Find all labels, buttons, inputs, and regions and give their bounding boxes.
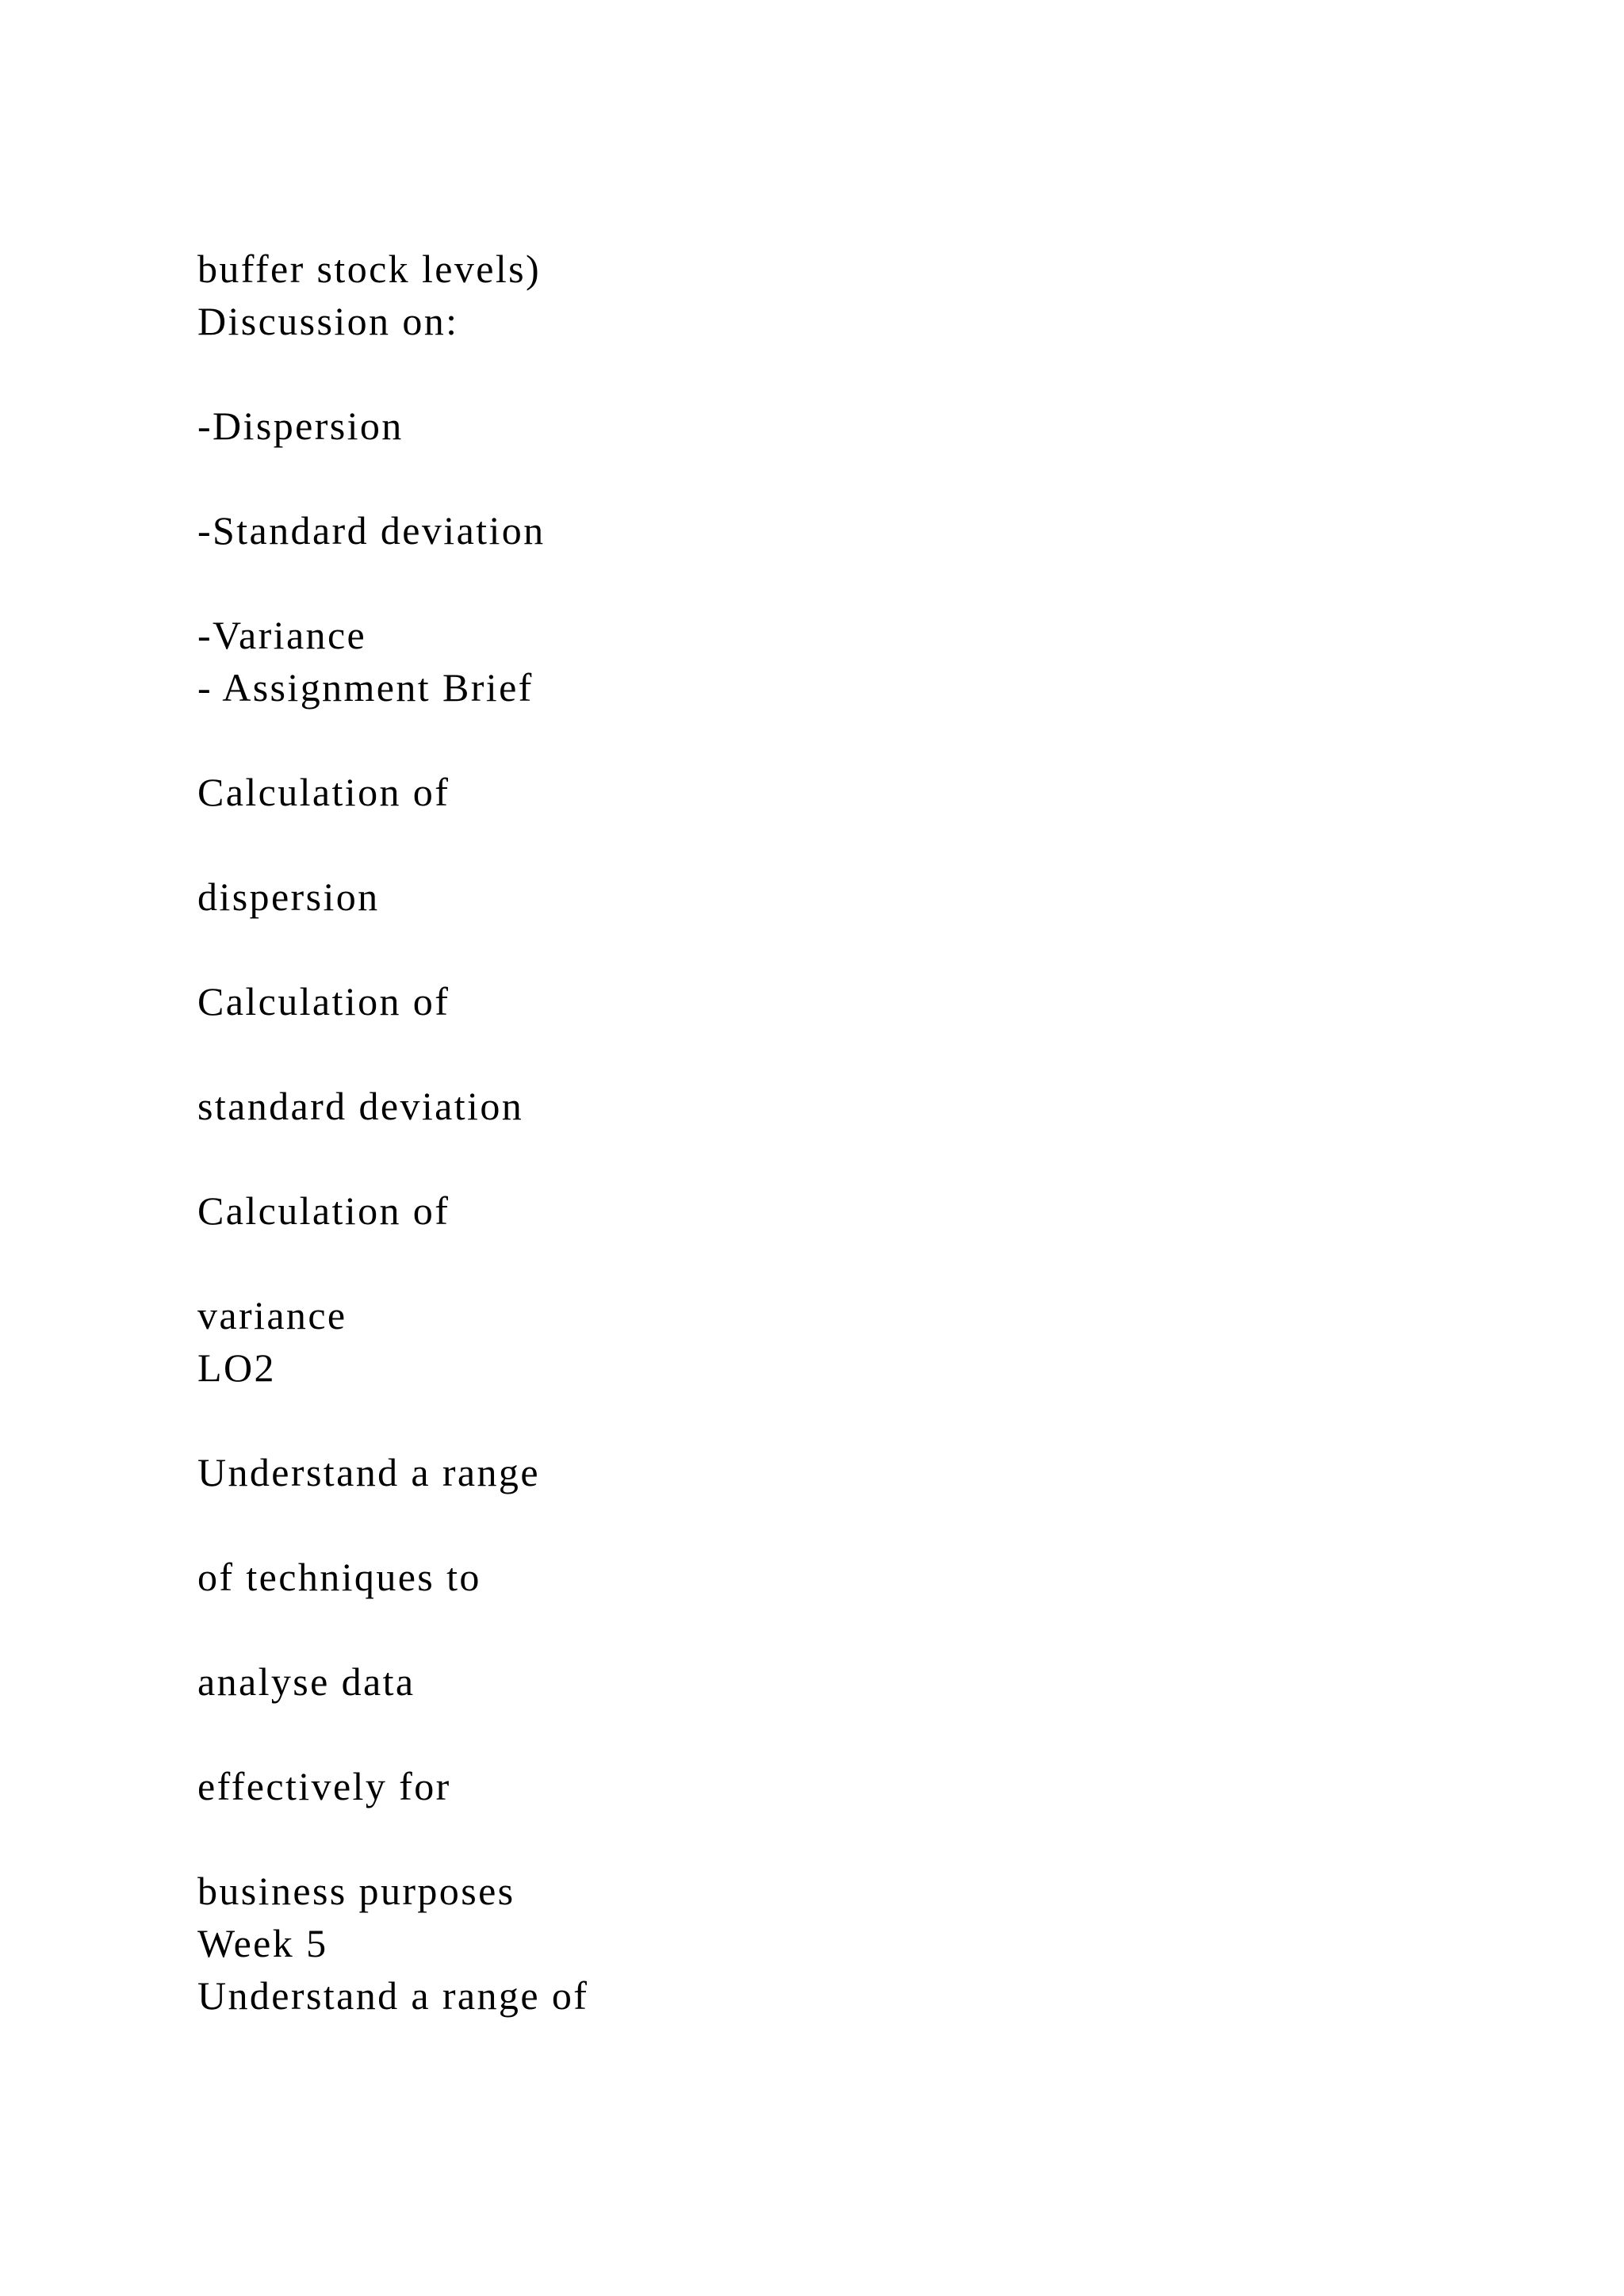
text-line: buffer stock levels): [197, 247, 542, 291]
blank-line: [197, 452, 588, 504]
text-line: of techniques to: [197, 1555, 481, 1599]
text-line: -Dispersion: [197, 404, 404, 448]
blank-line: [197, 557, 588, 609]
blank-line: [197, 1237, 588, 1289]
blank-line: [197, 923, 588, 975]
text-line: Week 5: [197, 1921, 328, 1965]
document-body: [197, 243, 588, 2022]
blank-line: [197, 1132, 588, 1184]
text-line: -Variance: [197, 613, 367, 657]
text-line: standard deviation: [197, 1084, 524, 1128]
text-line: Understand a range of: [197, 1973, 589, 2018]
text-line: LO2: [197, 1345, 276, 1390]
blank-line: [197, 1812, 588, 1865]
blank-line: [197, 1027, 588, 1080]
text-line: Understand a range: [197, 1450, 540, 1494]
text-line: analyse data: [197, 1659, 416, 1704]
blank-line: [197, 1708, 588, 1760]
text-line: Discussion on:: [197, 299, 459, 343]
text-line: effectively for: [197, 1764, 451, 1808]
blank-line: [197, 714, 588, 766]
text-line: variance: [197, 1293, 347, 1337]
text-line: Calculation of: [197, 1188, 450, 1233]
text-line: dispersion: [197, 874, 380, 919]
blank-line: [197, 1603, 588, 1655]
text-line: business purposes: [197, 1869, 515, 1913]
blank-line: [197, 1394, 588, 1446]
text-line: -Standard deviation: [197, 508, 546, 553]
text-line: Calculation of: [197, 770, 450, 814]
blank-line: [197, 1498, 588, 1551]
blank-line: [197, 347, 588, 400]
text-line: Calculation of: [197, 979, 450, 1024]
blank-line: [197, 818, 588, 871]
text-line: - Assignment Brief: [197, 665, 534, 710]
